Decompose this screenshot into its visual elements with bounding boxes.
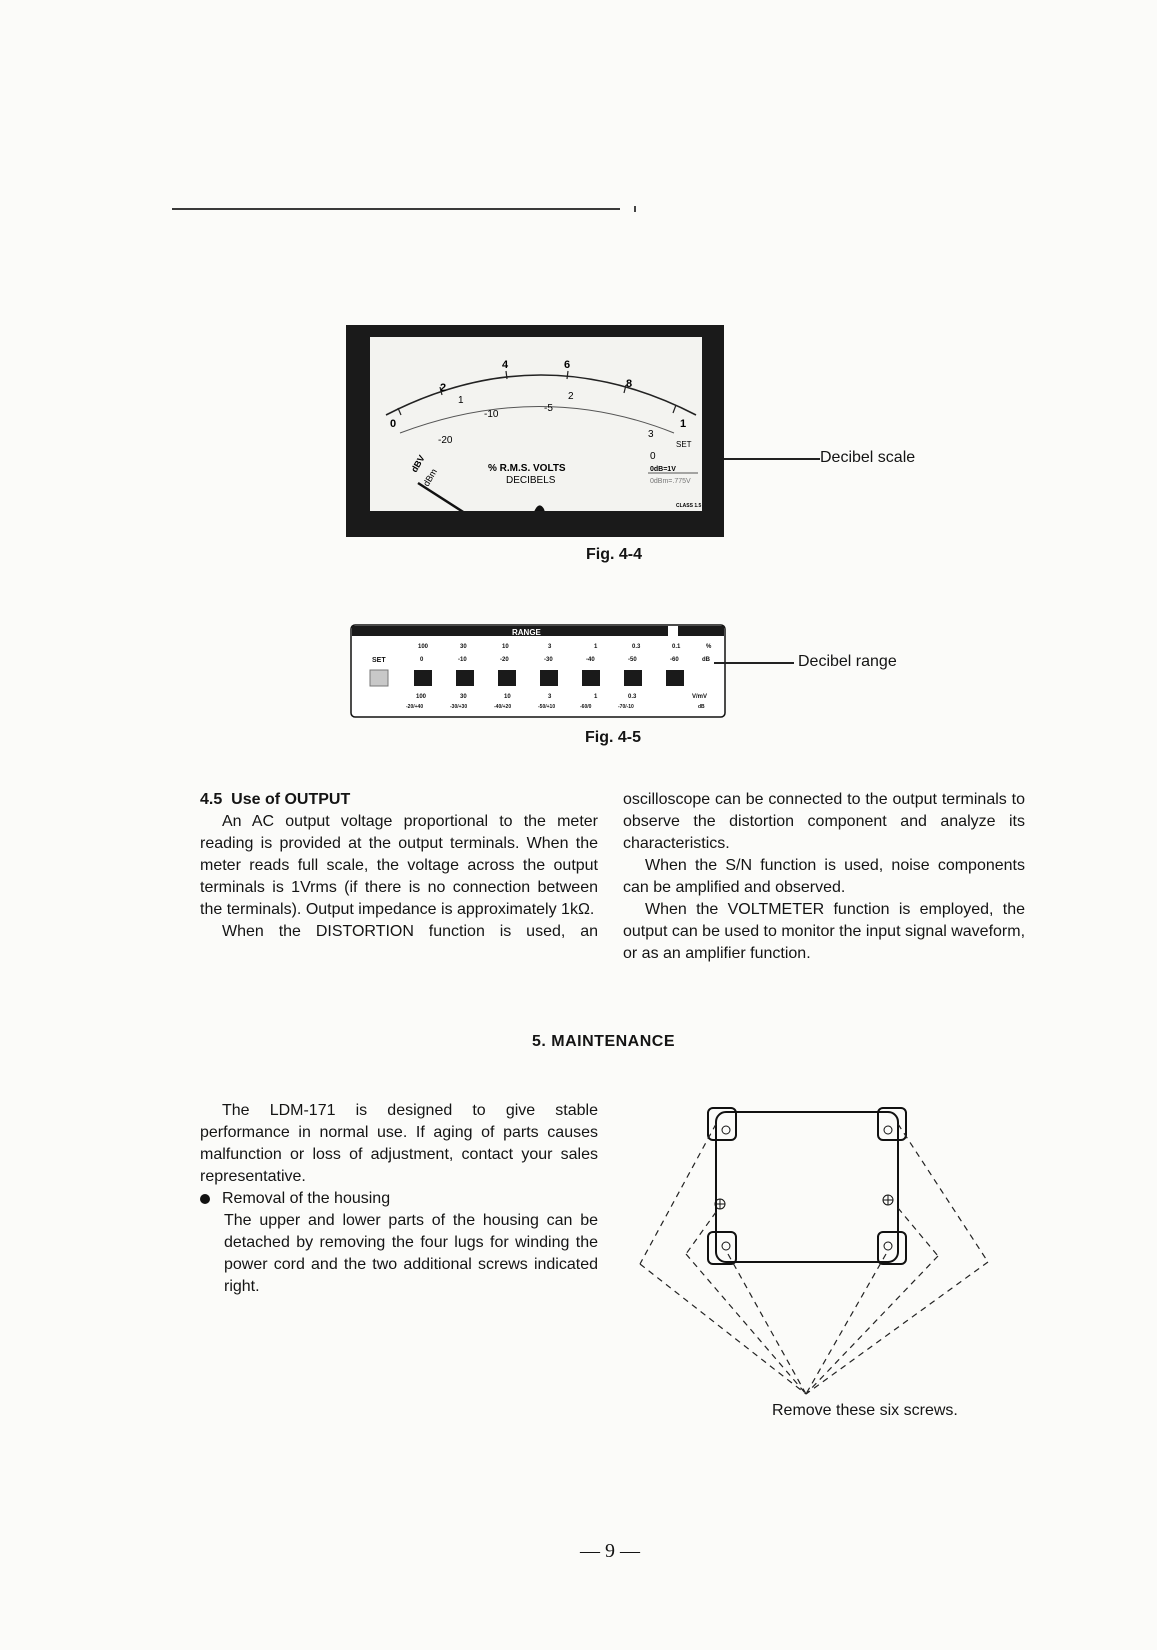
ref-0db: 0dB=1V <box>650 466 676 473</box>
output-paragraph-4: When the S/N function is used, noise components can be amplified and observed. <box>623 857 1025 896</box>
range-button-5 <box>582 670 600 686</box>
output-paragraph-5: When the VOLTMETER function is employed, the output can be used to monitor the input signal waveform, or as an amplifier function. <box>623 901 1026 962</box>
svg-text:0.1: 0.1 <box>672 644 681 650</box>
range-button-4 <box>540 670 558 686</box>
db-tick-m20: -20 <box>438 435 453 446</box>
svg-text:-50: -50 <box>628 657 637 663</box>
range-button-6 <box>624 670 642 686</box>
maintenance-heading: 5. MAINTENANCE <box>532 1033 676 1050</box>
set-label: SET <box>372 657 386 664</box>
section-4-5-title: Use of OUTPUT <box>231 791 351 808</box>
output-paragraph-3: oscilloscope can be connected to the output terminals to observe the distortion component and analyze its characteristics. <box>623 791 1025 852</box>
dbm-label: dBm <box>421 466 439 488</box>
bullet-title: Removal of the housing <box>222 1190 391 1207</box>
meter-bottom-lip <box>366 511 706 523</box>
rms-volts-label: % R.M.S. VOLTS <box>488 463 566 474</box>
svg-text:dB: dB <box>702 657 710 663</box>
svg-text:dB: dB <box>698 704 705 710</box>
range-panel-figure <box>350 624 726 718</box>
svg-text:0.3: 0.3 <box>632 644 641 650</box>
mid-tick-2: 2 <box>568 391 574 402</box>
svg-text:30: 30 <box>460 644 467 650</box>
top-tick-10: 1 <box>680 418 687 430</box>
housing-diagram <box>636 1104 992 1400</box>
svg-text:1: 1 <box>594 694 598 700</box>
maintenance-text <box>200 1100 598 1298</box>
svg-text:1: 1 <box>594 644 598 650</box>
svg-text:100: 100 <box>418 644 429 650</box>
svg-text:0: 0 <box>420 657 424 663</box>
range-header: RANGE <box>512 628 541 637</box>
svg-text:10: 10 <box>504 694 511 700</box>
screw-icon <box>722 1126 730 1134</box>
svg-text:-20: -20 <box>500 657 509 663</box>
svg-text:3: 3 <box>548 694 552 700</box>
db-tick-0: 0 <box>650 451 656 462</box>
svg-text:-30/+30: -30/+30 <box>450 704 468 710</box>
fig-4-5-caption: Fig. 4-5 <box>585 729 642 746</box>
range-header-bar <box>352 626 668 636</box>
decibel-scale-callout: Decibel scale <box>820 449 916 466</box>
class-label: CLASS 1.5 <box>676 503 702 509</box>
svg-text:-20/+40: -20/+40 <box>406 704 424 710</box>
svg-text:0.3: 0.3 <box>628 694 637 700</box>
mid-tick-m10: -10 <box>484 409 499 420</box>
fig-4-4-caption: Fig. 4-4 <box>586 546 643 563</box>
range-button-1 <box>414 670 432 686</box>
range-button-2 <box>456 670 474 686</box>
page-number: — 9 — <box>580 1540 640 1562</box>
output-paragraph-2: When the DISTORTION function is used, an <box>222 923 598 940</box>
top-rule <box>172 208 620 210</box>
range-button-3 <box>498 670 516 686</box>
mid-tick-m5: -5 <box>544 403 553 414</box>
housing-outline <box>716 1112 898 1262</box>
svg-text:-40: -40 <box>586 657 595 663</box>
svg-text:-60/0: -60/0 <box>580 704 592 710</box>
svg-text:-40/+20: -40/+20 <box>494 704 512 710</box>
bullet-removal-of-housing <box>200 1188 598 1210</box>
section-4-5-left-column <box>200 789 598 943</box>
diagram-caption: Remove these six screws. <box>772 1402 958 1419</box>
decibel-range-callout: Decibel range <box>798 653 897 670</box>
screw-icon <box>884 1242 892 1250</box>
set-mark: SET <box>676 440 692 449</box>
meter-figure <box>346 325 724 537</box>
screw-icon <box>884 1126 892 1134</box>
range-button-7 <box>666 670 684 686</box>
set-button <box>370 670 388 686</box>
section-4-5-number: 4.5 <box>200 791 223 808</box>
maintenance-intro: The LDM-171 is designed to give stable performance in normal use. If aging of parts causes malfunction or loss of adjustment, contact your sales representative. <box>200 1102 598 1185</box>
mid-tick-3: 3 <box>648 429 654 440</box>
decibel-range-leader <box>714 662 794 664</box>
bullet-icon <box>200 1194 210 1204</box>
svg-text:30: 30 <box>460 694 467 700</box>
bullet-body: The upper and lower parts of the housing can be detached by removing the four lugs for winding the power cord and the two additional screws indicated right. <box>224 1212 598 1295</box>
svg-text:-60: -60 <box>670 657 679 663</box>
rule-tick <box>634 206 636 212</box>
section-4-5-heading <box>200 789 598 811</box>
top-tick-6: 6 <box>564 359 571 371</box>
svg-text:%: % <box>706 644 712 650</box>
top-tick-2: 2 <box>440 382 447 394</box>
svg-text:V/mV: V/mV <box>692 694 708 700</box>
svg-text:3: 3 <box>548 644 552 650</box>
ref-0dbm: 0dBm=.775V <box>650 478 691 485</box>
pointer-lines <box>640 1124 988 1394</box>
svg-text:-10: -10 <box>458 657 467 663</box>
svg-text:-50/+10: -50/+10 <box>538 704 556 710</box>
section-4-5-right-column <box>623 789 1025 965</box>
svg-text:-70/-10: -70/-10 <box>618 704 634 710</box>
mid-tick-1: 1 <box>458 395 464 406</box>
svg-text:10: 10 <box>502 644 509 650</box>
top-tick-4: 4 <box>502 359 509 371</box>
decibels-label: DECIBELS <box>506 475 556 486</box>
top-tick-0: 0 <box>390 418 397 430</box>
svg-text:-30: -30 <box>544 657 553 663</box>
dbv-label: dBV <box>409 453 427 474</box>
decibel-scale-leader <box>724 458 820 460</box>
svg-text:100: 100 <box>416 694 427 700</box>
output-paragraph-1: An AC output voltage proportional to the meter reading is provided at the output terminals. When the meter reads full scale, the voltage across the output terminals is 1Vrms (if there is no connection between the terminals). Output impedance is approximately 1kΩ. <box>200 813 598 918</box>
top-tick-8: 8 <box>626 378 633 390</box>
screw-icon <box>722 1242 730 1250</box>
